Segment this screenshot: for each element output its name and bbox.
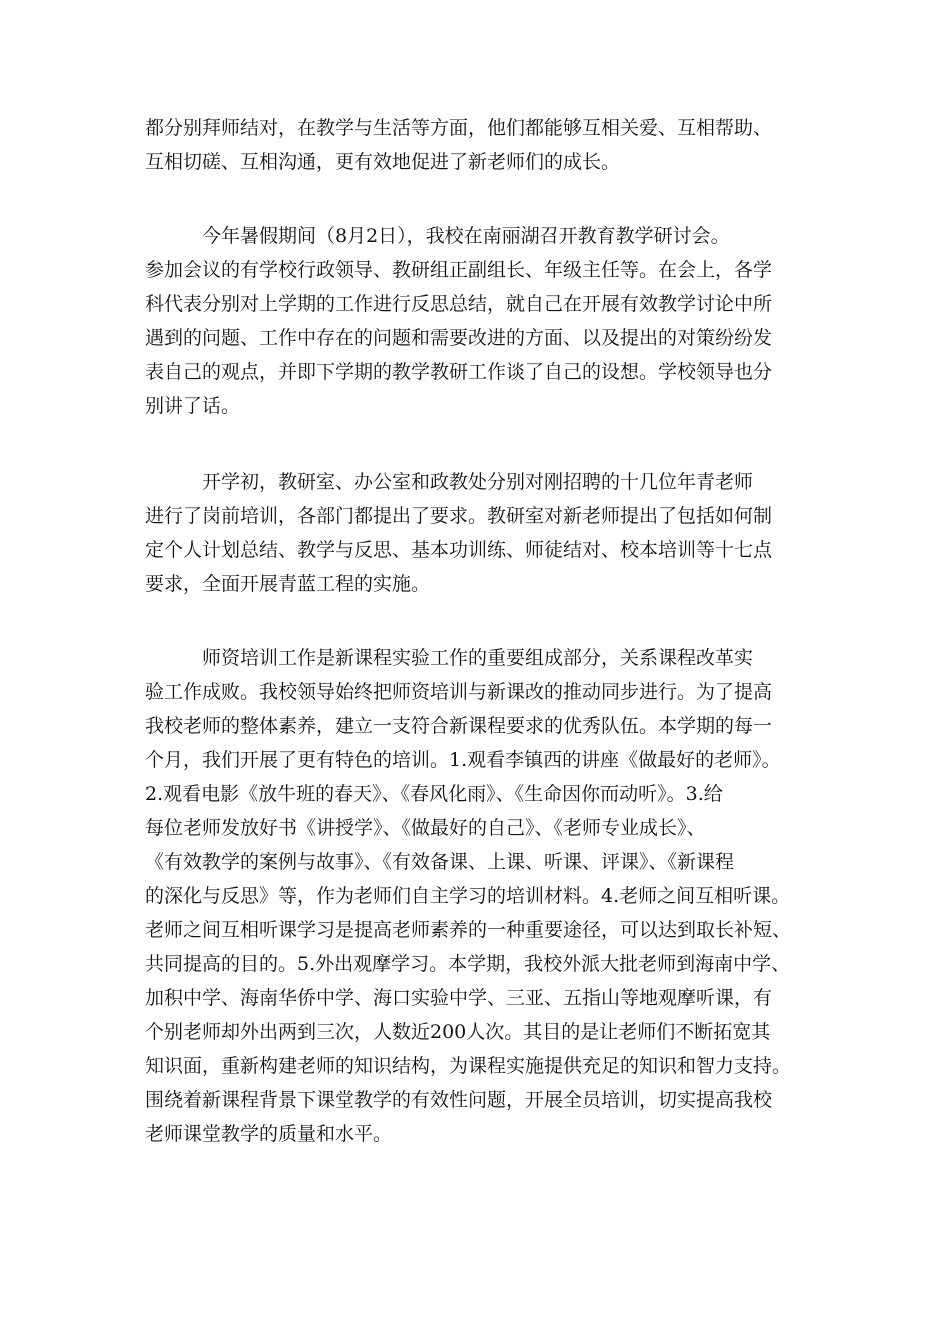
text-line: 开学初，教研室、办公室和政教处分别对刚招聘的十几位年青老师 [145, 471, 754, 493]
text-line: 师资培训工作是新课程实验工作的重要组成部分，关系课程改革实 [145, 647, 754, 669]
text-line: 围绕着新课程背景下课堂教学的有效性问题，开展全员培训，切实提高我校 [145, 1089, 773, 1111]
text-line: 老师之间互相听课学习是提高老师素养的一种重要途径，可以达到取长补短、 [145, 919, 792, 941]
text-line: 共同提高的目的。5.外出观摩学习。本学期，我校外派大批老师到海南中学、 [145, 953, 791, 975]
paragraph-3 [145, 465, 817, 601]
text-line: 进行了岗前培训，各部门都提出了要求。教研室对新老师提出了包括如何制 [145, 505, 773, 527]
text-line: 2.观看电影《放牛班的春天》、《春风化雨》、《生命因你而动听》。3.给 [145, 783, 723, 805]
paragraph-2 [145, 219, 817, 423]
text-line: 参加会议的有学校行政领导、教研组正副组长、年级主任等。在会上，各学 [145, 259, 773, 281]
text-line: 科代表分别对上学期的工作进行反思总结，就自己在开展有效教学讨论中所 [145, 293, 773, 315]
text-line: 互相切磋、互相沟通，更有效地促进了新老师们的成长。 [145, 151, 621, 173]
text-line: 《有效教学的案例与故事》、《有效备课、上课、听课、评课》、《新课程 [145, 851, 735, 873]
text-line: 表自己的观点，并即下学期的教学教研工作谈了自己的设想。学校领导也分 [145, 361, 773, 383]
text-line: 个别老师却外出两到三次，人数近200人次。其目的是让老师们不断拓宽其 [145, 1021, 771, 1043]
text-line: 老师课堂教学的质量和水平。 [145, 1123, 393, 1145]
text-line: 别讲了话。 [145, 395, 241, 417]
text-line: 的深化与反思》等，作为老师们自主学习的培训材料。4.老师之间互相听课。 [145, 885, 791, 907]
paragraph-1 [145, 111, 817, 179]
text-line: 知识面，重新构建老师的知识结构，为课程实施提供充足的知识和智力支持。 [145, 1055, 792, 1077]
text-line: 都分别拜师结对，在教学与生活等方面，他们都能够互相关爱、互相帮助、 [145, 117, 773, 139]
text-line: 要求，全面开展青蓝工程的实施。 [145, 573, 431, 595]
text-line: 每位老师发放好书《讲授学》、《做最好的自己》、《老师专业成长》、 [145, 817, 706, 839]
text-line: 今年暑假期间（8月2日），我校在南丽湖召开教育教学研讨会。 [145, 225, 730, 247]
paragraph-4 [145, 641, 817, 1151]
text-line: 定个人计划总结、教学与反思、基本功训练、师徒结对、校本培训等十七点 [145, 539, 773, 561]
text-line: 遇到的问题、工作中存在的问题和需要改进的方面、以及提出的对策纷纷发 [145, 327, 773, 349]
text-line: 加积中学、海南华侨中学、海口实验中学、三亚、五指山等地观摩听课，有 [145, 987, 773, 1009]
text-line: 个月，我们开展了更有特色的培训。1.观看李镇西的讲座《做最好的老师》。 [145, 749, 781, 771]
text-line: 我校老师的整体素养，建立一支符合新课程要求的优秀队伍。本学期的每一 [145, 715, 773, 737]
text-line: 验工作成败。我校领导始终把师资培训与新课改的推动同步进行。为了提高 [145, 681, 773, 703]
